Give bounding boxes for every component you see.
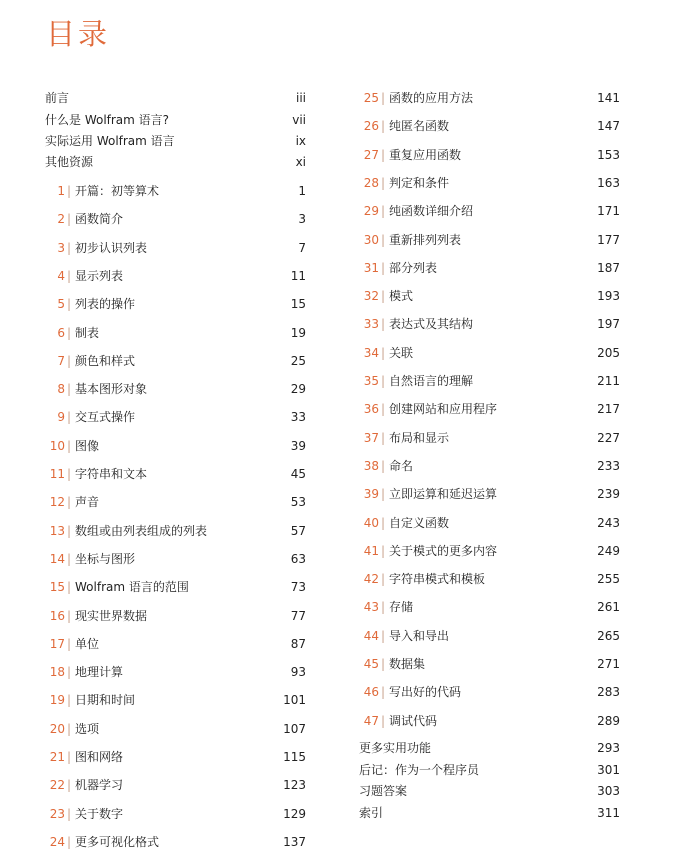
chapter-number: 45 bbox=[363, 657, 379, 671]
chapter-number: 25 bbox=[363, 91, 379, 105]
chapter-separator: | bbox=[67, 806, 72, 821]
chapter-number: 39 bbox=[363, 487, 379, 502]
chapter-number: 13 bbox=[49, 523, 65, 538]
chapter-number: 12 bbox=[49, 495, 65, 510]
toc-entry-label: 单位 bbox=[75, 636, 100, 651]
toc-entry-page: 289 bbox=[597, 713, 620, 728]
toc-entry-label: 初步认识列表 bbox=[75, 240, 148, 255]
chapter-number: 33 bbox=[363, 317, 379, 332]
toc-back-entry[interactable] bbox=[359, 738, 620, 758]
chapter-number: 16 bbox=[49, 608, 65, 623]
toc-entry-label: 关于数字 bbox=[75, 806, 124, 821]
toc-entry-page: 217 bbox=[597, 402, 620, 417]
chapter-separator: | bbox=[67, 353, 72, 368]
chapter-number: 27 bbox=[363, 147, 379, 162]
toc-entry-label: 重复应用函数 bbox=[389, 147, 462, 162]
toc-entry-label: 后记：作为一个程序员 bbox=[359, 763, 480, 777]
chapter-number: 4 bbox=[57, 268, 65, 283]
toc-entry-page: 141 bbox=[597, 91, 620, 105]
chapter-separator: | bbox=[67, 382, 72, 397]
toc-entry-label: 索引 bbox=[359, 806, 384, 820]
toc-entry-page: ix bbox=[295, 134, 306, 148]
toc-chapter-entry[interactable] bbox=[45, 804, 306, 824]
chapter-number: 15 bbox=[49, 580, 65, 595]
toc-entry-label: 数据集 bbox=[389, 657, 426, 671]
toc-entry-page: 233 bbox=[597, 458, 620, 473]
toc-entry-label: 命名 bbox=[389, 458, 414, 473]
toc-entry-page: 227 bbox=[597, 430, 620, 445]
toc-entry-page: 255 bbox=[597, 572, 620, 587]
toc-entry-label: 自定义函数 bbox=[389, 515, 450, 530]
toc-chapter-entry[interactable] bbox=[359, 201, 620, 221]
chapter-separator: | bbox=[381, 289, 386, 304]
toc-entry-page: 187 bbox=[597, 260, 620, 275]
toc-entry-page: 63 bbox=[290, 551, 306, 566]
toc-entry-label: 图和网络 bbox=[75, 750, 124, 764]
toc-chapter-entry[interactable] bbox=[45, 181, 306, 201]
toc-entry-page: 77 bbox=[290, 608, 306, 623]
toc-entry-label: 纯匿名函数 bbox=[389, 119, 450, 134]
chapter-separator: | bbox=[381, 713, 386, 728]
toc-entry-page: 311 bbox=[597, 806, 620, 820]
toc-chapter-entry[interactable] bbox=[45, 294, 306, 314]
chapter-number: 40 bbox=[363, 515, 379, 530]
toc-entry-page: 283 bbox=[597, 685, 620, 700]
toc-entry-page: 239 bbox=[597, 487, 620, 502]
toc-chapter-entry[interactable] bbox=[45, 379, 306, 399]
chapter-number: 43 bbox=[363, 600, 379, 615]
toc-entry-label: 颜色和样式 bbox=[75, 353, 136, 368]
chapter-number: 3 bbox=[57, 240, 65, 255]
toc-entry-label: 开篇：初等算术 bbox=[75, 184, 160, 198]
toc-chapter-entry[interactable] bbox=[45, 549, 306, 569]
toc-entry-label: 日期和时间 bbox=[75, 693, 136, 708]
chapter-separator: | bbox=[381, 402, 386, 417]
chapter-number: 5 bbox=[57, 297, 65, 312]
toc-entry-page: vii bbox=[292, 113, 306, 127]
chapter-separator: | bbox=[381, 232, 386, 247]
toc-chapter-entry[interactable] bbox=[359, 682, 620, 702]
toc-chapter-entry[interactable] bbox=[45, 634, 306, 654]
toc-entry-label: 声音 bbox=[75, 495, 100, 510]
chapter-separator: | bbox=[67, 580, 72, 595]
toc-chapter-entry[interactable] bbox=[359, 343, 620, 363]
toc-entry-label: 选项 bbox=[75, 721, 100, 736]
chapter-separator: | bbox=[67, 438, 72, 453]
toc-entry-label: Wolfram 语言的范围 bbox=[75, 580, 189, 595]
toc-entry-label: 前言 bbox=[45, 91, 70, 105]
chapter-separator: | bbox=[67, 636, 72, 651]
chapter-separator: | bbox=[67, 325, 72, 340]
toc-entry-label: 坐标与图形 bbox=[75, 551, 136, 566]
toc-entry-label: 更多可视化格式 bbox=[75, 834, 160, 849]
toc-chapter-entry[interactable] bbox=[45, 492, 306, 512]
chapter-number: 9 bbox=[57, 410, 65, 425]
toc-entry-label: 创建网站和应用程序 bbox=[389, 402, 498, 417]
toc-entry-page: 73 bbox=[290, 580, 306, 595]
toc-entry-label: 写出好的代码 bbox=[389, 685, 462, 700]
toc-chapter-entry[interactable] bbox=[359, 286, 620, 306]
toc-entry-label: 数组或由列表组成的列表 bbox=[75, 523, 208, 538]
toc-entry-label: 自然语言的理解 bbox=[389, 374, 474, 388]
toc-front-entry[interactable] bbox=[45, 131, 306, 151]
chapter-number: 41 bbox=[363, 543, 379, 558]
chapter-separator: | bbox=[381, 543, 386, 558]
chapter-number: 6 bbox=[57, 325, 65, 340]
toc-entry-page: 15 bbox=[290, 297, 306, 312]
toc-entry-label: 函数简介 bbox=[75, 212, 124, 227]
toc-entry-page: xi bbox=[295, 155, 306, 169]
toc-chapter-entry[interactable] bbox=[359, 484, 620, 504]
chapter-separator: | bbox=[67, 297, 72, 312]
chapter-number: 20 bbox=[49, 721, 65, 736]
toc-chapter-entry[interactable] bbox=[359, 145, 620, 165]
chapter-separator: | bbox=[381, 515, 386, 530]
toc-entry-page: 293 bbox=[597, 741, 620, 755]
toc-entry-label: 判定和条件 bbox=[389, 175, 450, 190]
chapter-number: 32 bbox=[363, 289, 379, 304]
chapter-separator: | bbox=[67, 467, 72, 481]
toc-entry-label: 显示列表 bbox=[75, 268, 124, 283]
toc-entry-label: 地理计算 bbox=[75, 665, 124, 680]
toc-entry-label: 制表 bbox=[75, 325, 100, 340]
toc-entry-page: 265 bbox=[597, 628, 620, 643]
chapter-separator: | bbox=[67, 665, 72, 680]
toc-chapter-entry[interactable] bbox=[359, 711, 620, 731]
chapter-separator: | bbox=[381, 487, 386, 502]
toc-entry-label: 布局和显示 bbox=[389, 430, 450, 445]
toc-entry-label: 图像 bbox=[75, 438, 100, 453]
toc-entry-label: 立即运算和延迟运算 bbox=[389, 487, 498, 502]
chapter-number: 17 bbox=[49, 636, 65, 651]
chapter-separator: | bbox=[381, 260, 386, 275]
toc-entry-page: 11 bbox=[290, 268, 306, 283]
toc-entry-label: 存储 bbox=[389, 600, 414, 615]
toc-entry-page: 271 bbox=[597, 657, 620, 671]
toc-entry-page: 137 bbox=[283, 834, 306, 849]
toc-entry-label: 实际运用 Wolfram 语言 bbox=[45, 134, 175, 148]
toc-entry-page: 19 bbox=[290, 325, 306, 340]
toc-entry-page: 39 bbox=[290, 438, 306, 453]
toc-chapter-entry[interactable] bbox=[359, 456, 620, 476]
toc-entry-page: 7 bbox=[298, 240, 306, 255]
chapter-separator: | bbox=[67, 693, 72, 708]
toc-chapter-entry[interactable] bbox=[359, 371, 620, 391]
toc-entry-label: 字符串和文本 bbox=[75, 467, 148, 481]
toc-chapter-entry[interactable] bbox=[45, 775, 306, 795]
chapter-number: 18 bbox=[49, 665, 65, 680]
chapter-separator: | bbox=[381, 628, 386, 643]
toc-entry-page: 25 bbox=[290, 353, 306, 368]
toc-back-entry[interactable] bbox=[359, 760, 620, 780]
chapter-separator: | bbox=[381, 119, 386, 134]
toc-front-entry[interactable] bbox=[45, 110, 306, 130]
chapter-number: 21 bbox=[49, 750, 65, 764]
toc-entry-page: 1 bbox=[298, 184, 306, 198]
toc-entry-label: 交互式操作 bbox=[75, 410, 136, 425]
chapter-separator: | bbox=[67, 551, 72, 566]
chapter-separator: | bbox=[67, 240, 72, 255]
chapter-separator: | bbox=[381, 147, 386, 162]
chapter-number: 34 bbox=[363, 345, 379, 360]
toc-entry-page: 197 bbox=[597, 317, 620, 332]
chapter-number: 23 bbox=[49, 806, 65, 821]
toc-entry-page: 205 bbox=[597, 345, 620, 360]
toc-entry-page: 171 bbox=[597, 204, 620, 219]
chapter-separator: | bbox=[67, 268, 72, 283]
toc-chapter-entry[interactable] bbox=[45, 238, 306, 258]
toc-entry-page: 53 bbox=[290, 495, 306, 510]
toc-entry-label: 关于模式的更多内容 bbox=[389, 543, 498, 558]
toc-entry-page: 3 bbox=[298, 212, 306, 227]
chapter-separator: | bbox=[67, 523, 72, 538]
toc-entry-label: 表达式及其结构 bbox=[389, 317, 474, 332]
toc-entry-page: 29 bbox=[290, 382, 306, 397]
toc-entry-page: 45 bbox=[290, 467, 306, 481]
toc-entry-page: iii bbox=[295, 91, 306, 105]
chapter-separator: | bbox=[381, 458, 386, 473]
chapter-number: 30 bbox=[363, 232, 379, 247]
toc-entry-page: 303 bbox=[597, 784, 620, 798]
toc-chapter-entry[interactable] bbox=[45, 266, 306, 286]
toc-entry-label: 部分列表 bbox=[389, 260, 438, 275]
toc-entry-label: 函数的应用方法 bbox=[389, 91, 474, 105]
chapter-separator: | bbox=[381, 91, 386, 105]
chapter-number: 26 bbox=[363, 119, 379, 134]
toc-chapter-entry[interactable] bbox=[359, 597, 620, 617]
chapter-separator: | bbox=[381, 317, 386, 332]
toc-entry-page: 33 bbox=[290, 410, 306, 425]
chapter-number: 10 bbox=[49, 438, 65, 453]
toc-chapter-entry[interactable] bbox=[359, 116, 620, 136]
toc-entry-label: 更多实用功能 bbox=[359, 741, 432, 755]
toc-entry-label: 习题答案 bbox=[359, 784, 408, 798]
toc-entry-page: 249 bbox=[597, 543, 620, 558]
chapter-separator: | bbox=[67, 410, 72, 425]
toc-entry-page: 301 bbox=[597, 763, 620, 777]
chapter-separator: | bbox=[381, 600, 386, 615]
chapter-separator: | bbox=[381, 657, 386, 671]
toc-chapter-entry[interactable] bbox=[359, 230, 620, 250]
toc-chapter-entry[interactable] bbox=[45, 606, 306, 626]
toc-chapter-entry[interactable] bbox=[359, 428, 620, 448]
toc-chapter-entry[interactable] bbox=[45, 323, 306, 343]
toc-chapter-entry[interactable] bbox=[45, 436, 306, 456]
toc-chapter-entry[interactable] bbox=[45, 577, 306, 597]
chapter-number: 8 bbox=[57, 382, 65, 397]
toc-chapter-entry[interactable] bbox=[359, 569, 620, 589]
chapter-number: 28 bbox=[363, 175, 379, 190]
chapter-separator: | bbox=[67, 495, 72, 510]
toc-entry-page: 123 bbox=[283, 778, 306, 793]
toc-entry-page: 107 bbox=[283, 721, 306, 736]
toc-chapter-entry[interactable] bbox=[359, 258, 620, 278]
chapter-number: 1 bbox=[57, 184, 65, 198]
chapter-number: 29 bbox=[363, 204, 379, 219]
toc-chapter-entry[interactable] bbox=[359, 626, 620, 646]
toc-entry-page: 193 bbox=[597, 289, 620, 304]
toc-entry-page: 163 bbox=[597, 175, 620, 190]
toc-entry-label: 其他资源 bbox=[45, 155, 94, 169]
toc-entry-page: 57 bbox=[290, 523, 306, 538]
chapter-separator: | bbox=[67, 778, 72, 793]
toc-entry-page: 115 bbox=[283, 750, 306, 764]
chapter-number: 38 bbox=[363, 458, 379, 473]
toc-chapter-entry[interactable] bbox=[45, 747, 306, 767]
toc-chapter-entry[interactable] bbox=[45, 719, 306, 739]
chapter-number: 31 bbox=[363, 260, 379, 275]
chapter-number: 19 bbox=[49, 693, 65, 708]
toc-chapter-entry[interactable] bbox=[45, 662, 306, 682]
toc-entry-page: 93 bbox=[290, 665, 306, 680]
toc-chapter-entry[interactable] bbox=[359, 541, 620, 561]
chapter-number: 35 bbox=[363, 374, 379, 388]
toc-entry-page: 87 bbox=[290, 636, 306, 651]
toc-entry-label: 字符串模式和模板 bbox=[389, 572, 486, 587]
chapter-separator: | bbox=[381, 345, 386, 360]
chapter-separator: | bbox=[381, 374, 386, 388]
toc-chapter-entry[interactable] bbox=[359, 513, 620, 533]
toc-front-entry[interactable] bbox=[45, 152, 306, 172]
toc-chapter-entry[interactable] bbox=[359, 654, 620, 674]
toc-entry-label: 关联 bbox=[389, 345, 414, 360]
chapter-number: 22 bbox=[49, 778, 65, 793]
chapter-number: 37 bbox=[363, 430, 379, 445]
toc-back-entry[interactable] bbox=[359, 781, 620, 801]
toc-chapter-entry[interactable] bbox=[359, 173, 620, 193]
chapter-number: 24 bbox=[49, 834, 65, 849]
toc-entry-page: 147 bbox=[597, 119, 620, 134]
toc-entry-page: 243 bbox=[597, 515, 620, 530]
chapter-number: 2 bbox=[57, 212, 65, 227]
toc-entry-page: 129 bbox=[283, 806, 306, 821]
chapter-separator: | bbox=[381, 204, 386, 219]
chapter-separator: | bbox=[67, 721, 72, 736]
page-title: 目录 bbox=[46, 17, 111, 51]
chapter-number: 47 bbox=[363, 713, 379, 728]
toc-chapter-entry[interactable] bbox=[45, 832, 306, 852]
chapter-separator: | bbox=[381, 685, 386, 700]
toc-entry-page: 211 bbox=[597, 374, 620, 388]
chapter-number: 11 bbox=[49, 467, 65, 481]
toc-chapter-entry[interactable] bbox=[45, 464, 306, 484]
toc-entry-label: 重新排列列表 bbox=[389, 232, 462, 247]
toc-chapter-entry[interactable] bbox=[45, 351, 306, 371]
toc-entry-label: 模式 bbox=[389, 289, 414, 304]
chapter-number: 46 bbox=[363, 685, 379, 700]
toc-chapter-entry[interactable] bbox=[45, 407, 306, 427]
toc-chapter-entry[interactable] bbox=[359, 88, 620, 108]
chapter-separator: | bbox=[381, 175, 386, 190]
chapter-separator: | bbox=[67, 184, 72, 198]
toc-entry-label: 基本图形对象 bbox=[75, 382, 148, 397]
chapter-separator: | bbox=[67, 750, 72, 764]
toc-chapter-entry[interactable] bbox=[45, 209, 306, 229]
toc-chapter-entry[interactable] bbox=[45, 690, 306, 710]
toc-entry-page: 177 bbox=[597, 232, 620, 247]
toc-entry-page: 153 bbox=[597, 147, 620, 162]
toc-entry-label: 调试代码 bbox=[389, 713, 438, 728]
toc-back-entry[interactable] bbox=[359, 803, 620, 823]
chapter-separator: | bbox=[67, 834, 72, 849]
chapter-number: 42 bbox=[363, 572, 379, 587]
toc-entry-label: 列表的操作 bbox=[75, 297, 136, 312]
toc-chapter-entry[interactable] bbox=[45, 521, 306, 541]
chapter-number: 7 bbox=[57, 353, 65, 368]
chapter-number: 44 bbox=[363, 628, 379, 643]
toc-entry-page: 101 bbox=[283, 693, 306, 708]
toc-entry-label: 导入和导出 bbox=[389, 628, 450, 643]
toc-entry-label: 现实世界数据 bbox=[75, 608, 148, 623]
toc-chapter-entry[interactable] bbox=[359, 314, 620, 334]
toc-entry-label: 纯函数详细介绍 bbox=[389, 204, 474, 219]
toc-entry-label: 机器学习 bbox=[75, 778, 124, 793]
chapter-separator: | bbox=[381, 430, 386, 445]
chapter-number: 36 bbox=[363, 402, 379, 417]
toc-entry-page: 261 bbox=[597, 600, 620, 615]
toc-front-entry[interactable] bbox=[45, 88, 306, 108]
toc-entry-label: 什么是 Wolfram 语言? bbox=[45, 113, 170, 127]
chapter-number: 14 bbox=[49, 551, 65, 566]
toc-chapter-entry[interactable] bbox=[359, 399, 620, 419]
chapter-separator: | bbox=[67, 608, 72, 623]
chapter-separator: | bbox=[67, 212, 72, 227]
chapter-separator: | bbox=[381, 572, 386, 587]
